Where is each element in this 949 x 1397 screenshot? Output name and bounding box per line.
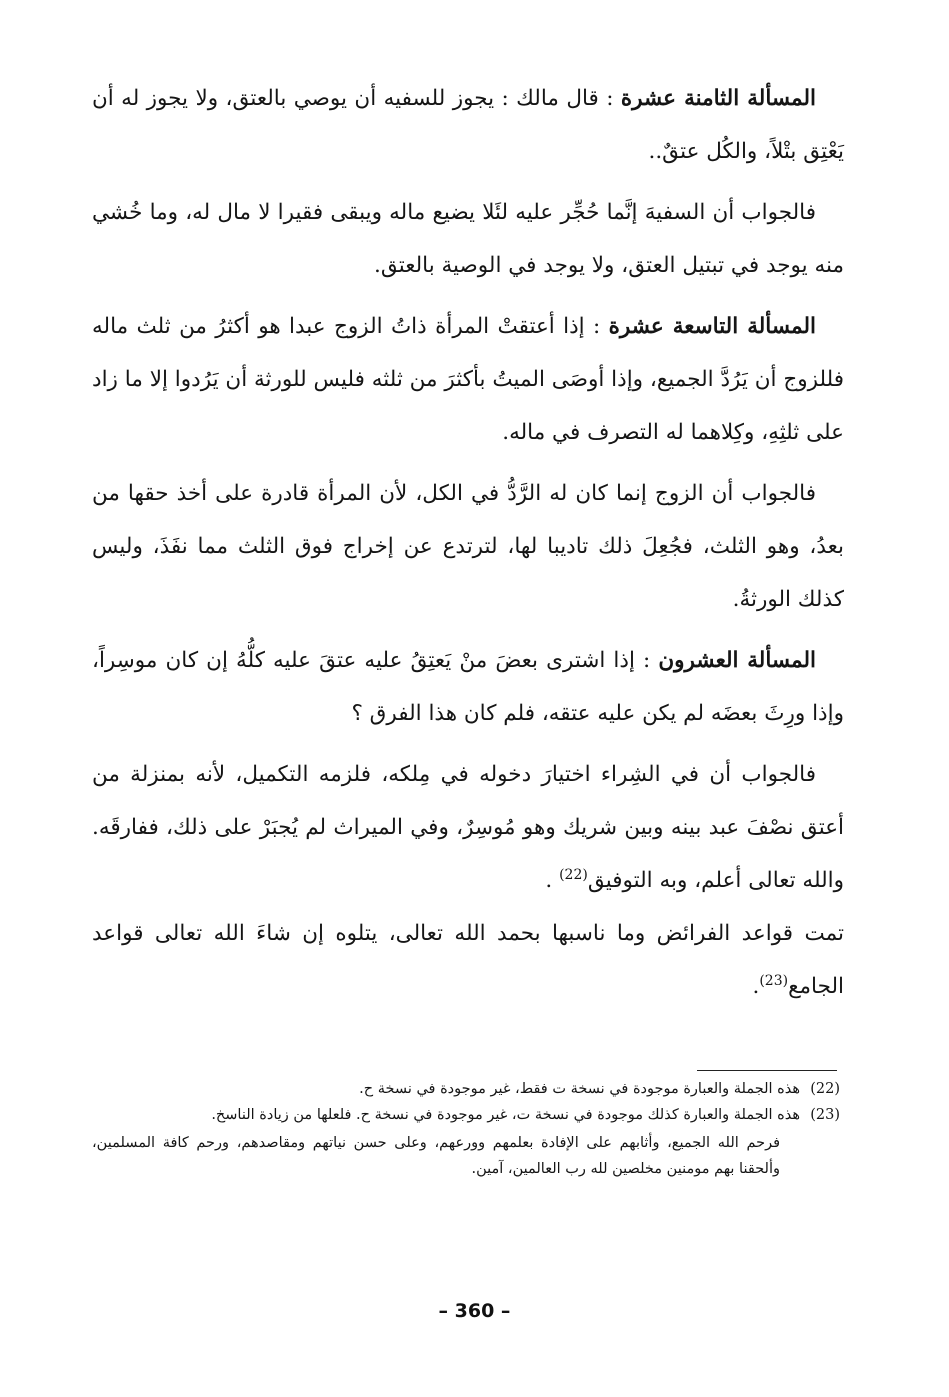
closing-end: . bbox=[752, 974, 760, 999]
question-20-title: المسألة العشرون bbox=[658, 648, 816, 673]
footnote-22-number: (22) bbox=[810, 1081, 840, 1097]
question-19-title: المسألة التاسعة عشرة bbox=[608, 314, 816, 339]
main-text bbox=[92, 72, 844, 1013]
footnote-separator bbox=[697, 1070, 837, 1071]
question-20-text: : إذا اشترى بعضَ منْ يَعتِقُ عليه عتقَ عليه كلُّهُ إن كان موسِراً، وإذا ورِثَ بعضَه لم يكن عليه عتقه، فلم كان هذا الفرق ؟ bbox=[92, 648, 844, 726]
question-20 bbox=[92, 634, 844, 740]
closing-note: فرحم الله الجميع، وأثابهم على الإفادة بعلمهم وورعهم، وعلى حسن نياتهم ومقاصدهم، ورحم كافة المسلمين، وألحقنا بهم مومنين مخلصين لله رب العالمين، آمين. bbox=[92, 1135, 780, 1177]
question-19 bbox=[92, 300, 844, 459]
question-18-text: : قال مالك : يجوز للسفيه أن يوصي بالعتق، ولا يجوز له أن يَعْتِق بتْلاً، والكُل عتقٌ.. bbox=[92, 86, 844, 164]
page-number: – 360 – bbox=[438, 1300, 511, 1322]
footnote-ref-22: (22) bbox=[559, 866, 588, 883]
answer-19: فالجواب أن الزوج إنما كان له الرَّدُّ في الكل، لأن المرأة قادرة على أخذ حقها من بعدُ، وهو الثلث، فجُعِلَ ذلك تاديبا لها، لترتدع عن إخراج فوق الثلث مما نفَذَ، وليس كذلك الورثةُ. bbox=[92, 481, 844, 612]
footnotes bbox=[92, 1076, 840, 1182]
answer-20-end: . bbox=[545, 868, 560, 893]
footnote-22 bbox=[92, 1076, 840, 1102]
closing-text: تمت قواعد الفرائض وما ناسبها بحمد الله تعالى، يتلوه إن شاءَ الله تعالى قواعد الجامع bbox=[92, 921, 844, 999]
question-19-text: : إذا أعتقتْ المرأة ذاتُ الزوج عبدا هو أكثرُ من ثلث ماله فللزوج أن يَرُدَّ الجميع، وإذا أوصَى الميتُ بأكثرَ من ثلثه فليس للورثة أن يَرُدوا إلا ما زاد على ثلثِهِ، وكِلاهما له التصرف في ماله. bbox=[92, 314, 844, 445]
question-18-title: المسألة الثامنة عشرة bbox=[620, 86, 817, 111]
footnote-23-number: (23) bbox=[810, 1107, 840, 1123]
footnote-23-text: هذه الجملة والعبارة كذلك موجودة في نسخة ت، غير موجودة في نسخة ح. فلعلها من زيادة الناسخ. bbox=[211, 1107, 800, 1123]
footnote-22-text: هذه الجملة والعبارة موجودة في نسخة ت فقط، غير موجودة في نسخة ح. bbox=[359, 1081, 800, 1097]
answer-18: فالجواب أن السفيهَ إنَّما حُجِّر عليه لئَلا يضيع ماله ويبقى فقيرا لا مال له، وما خُشي منه يوجد في تبتيل العتق، ولا يوجد في الوصية بالعتق. bbox=[92, 200, 844, 278]
closing-statement bbox=[92, 907, 844, 1013]
footnote-ref-23: (23) bbox=[759, 972, 789, 989]
answer-20 bbox=[92, 748, 844, 907]
answer-20-text: فالجواب أن في الشِراء اختيارَ دخوله في مِلكه، فلزمه التكميل، لأنه بمنزلة من أعتق نصْفَ عبد بينه وبين شريك وهو مُوسِرٌ، وفي الميراث لم يُجبَرْ على ذلك، ففارقَه. والله تعالى أعلم، وبه التوفيق bbox=[92, 762, 844, 893]
footnote-23 bbox=[92, 1102, 840, 1128]
question-18 bbox=[92, 72, 844, 178]
